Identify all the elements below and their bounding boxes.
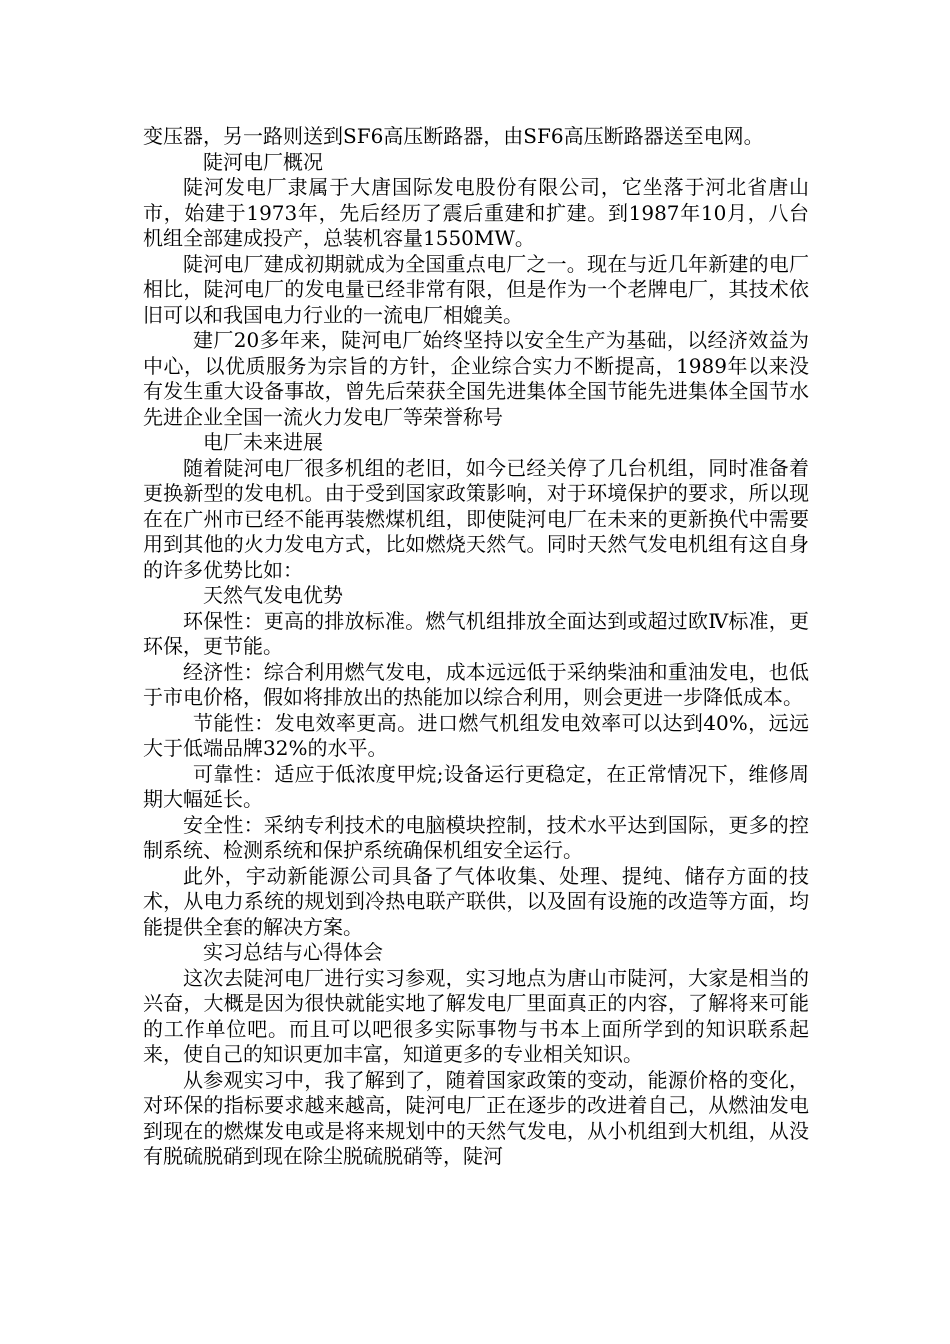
section-heading-overview: 陡河电厂概况 <box>203 149 323 174</box>
paragraph-reliability: 可靠性：适应于低浓度甲烷;设备运行更稳定，在正常情况下，维修周期大幅延长。 <box>143 761 809 811</box>
section-heading-summary: 实习总结与心得体会 <box>203 940 383 964</box>
paragraph-economic: 经济性：综合利用燃气发电，成本远远低于采纳柴油和重油发电，也低于市电价格，假如将排放出的热能加以综合利用，则会更进一步降低成本。 <box>143 659 809 709</box>
paragraph-summary-learnings: 从参观实习中，我了解到了，随着国家政策的变动，能源价格的变化，对环保的指标要求越来越高，陡河电厂正在逐步的改进着自己，从燃油发电到现在的燃煤发电或是将来规划中的天然气发电，从小机组到大机组，从没有脱硫脱硝到现在除尘脱硫脱硝等，陡河 <box>143 1067 809 1168</box>
paragraph-plant-status: 陡河电厂建成初期就成为全国重点电厂之一。现在与近几年新建的电厂相比，陡河电厂的发电量已经非常有限，但是作为一个老牌电厂，其技术依旧可以和我国电力行业的一流电厂相媲美。 <box>143 251 809 327</box>
paragraph-future-plan: 随着陡河电厂很多机组的老旧，如今已经关停了几台机组，同时准备着更换新型的发电机。由于受到国家政策影响，对于环境保护的要求，所以现在在广州市已经不能再装燃煤机组，即使陡河电厂在未来的更新换代中需要用到其他的火力发电方式，比如燃烧天然气。同时天然气发电机组有这自身的许多优势比如： <box>143 455 809 582</box>
paragraph-plant-intro: 陡河发电厂隶属于大唐国际发电股份有限公司，它坐落于河北省唐山市，始建于1973年，先后经历了震后重建和扩建。到1987年10月，八台机组全部建成投产，总装机容量1550MW。 <box>143 175 809 250</box>
paragraph-solutions: 此外，宇动新能源公司具备了气体收集、处理、提纯、储存方面的技术，从电力系统的规划到冷热电联产联供，以及固有设施的改造等方面，均能提供全套的解决方案。 <box>143 863 809 939</box>
paragraph-continuation: 变压器，另一路则送到SF6高压断路器，由SF6高压断路器送至电网。 <box>143 124 764 148</box>
paragraph-plant-honors: 建厂20多年来，陡河电厂始终坚持以安全生产为基础，以经济效益为中心，以优质服务为宗旨的方针，企业综合实力不断提高，1989年以来没有发生重大设备事故，曾先后荣获全国先进集体全国节能先进集体全国节水先进企业全国一流火力发电厂等荣誉称号 <box>143 328 809 429</box>
paragraph-energy-saving: 节能性：发电效率更高。进口燃气机组发电效率可以达到40%，远远大于低端品牌32%的水平。 <box>143 710 809 760</box>
section-heading-future: 电厂未来进展 <box>203 430 323 454</box>
document-page <box>143 124 809 1170</box>
paragraph-summary-visit: 这次去陡河电厂进行实习参观，实习地点为唐山市陡河，大家是相当的兴奋，大概是因为很快就能实地了解发电厂里面真正的内容，了解将来可能的工作单位吧。而且可以吧很多实际事物与书本上面所学到的知识联系起来，使自己的知识更加丰富，知道更多的专业相关知识。 <box>143 965 809 1066</box>
section-heading-gas-advantages: 天然气发电优势 <box>203 583 343 607</box>
paragraph-environmental: 环保性：更高的排放标准。燃气机组排放全面达到或超过欧Ⅳ标准，更环保，更节能。 <box>143 608 809 658</box>
paragraph-safety: 安全性：采纳专利技术的电脑模块控制，技术水平达到国际，更多的控制系统、检测系统和保护系统确保机组安全运行。 <box>143 812 809 862</box>
